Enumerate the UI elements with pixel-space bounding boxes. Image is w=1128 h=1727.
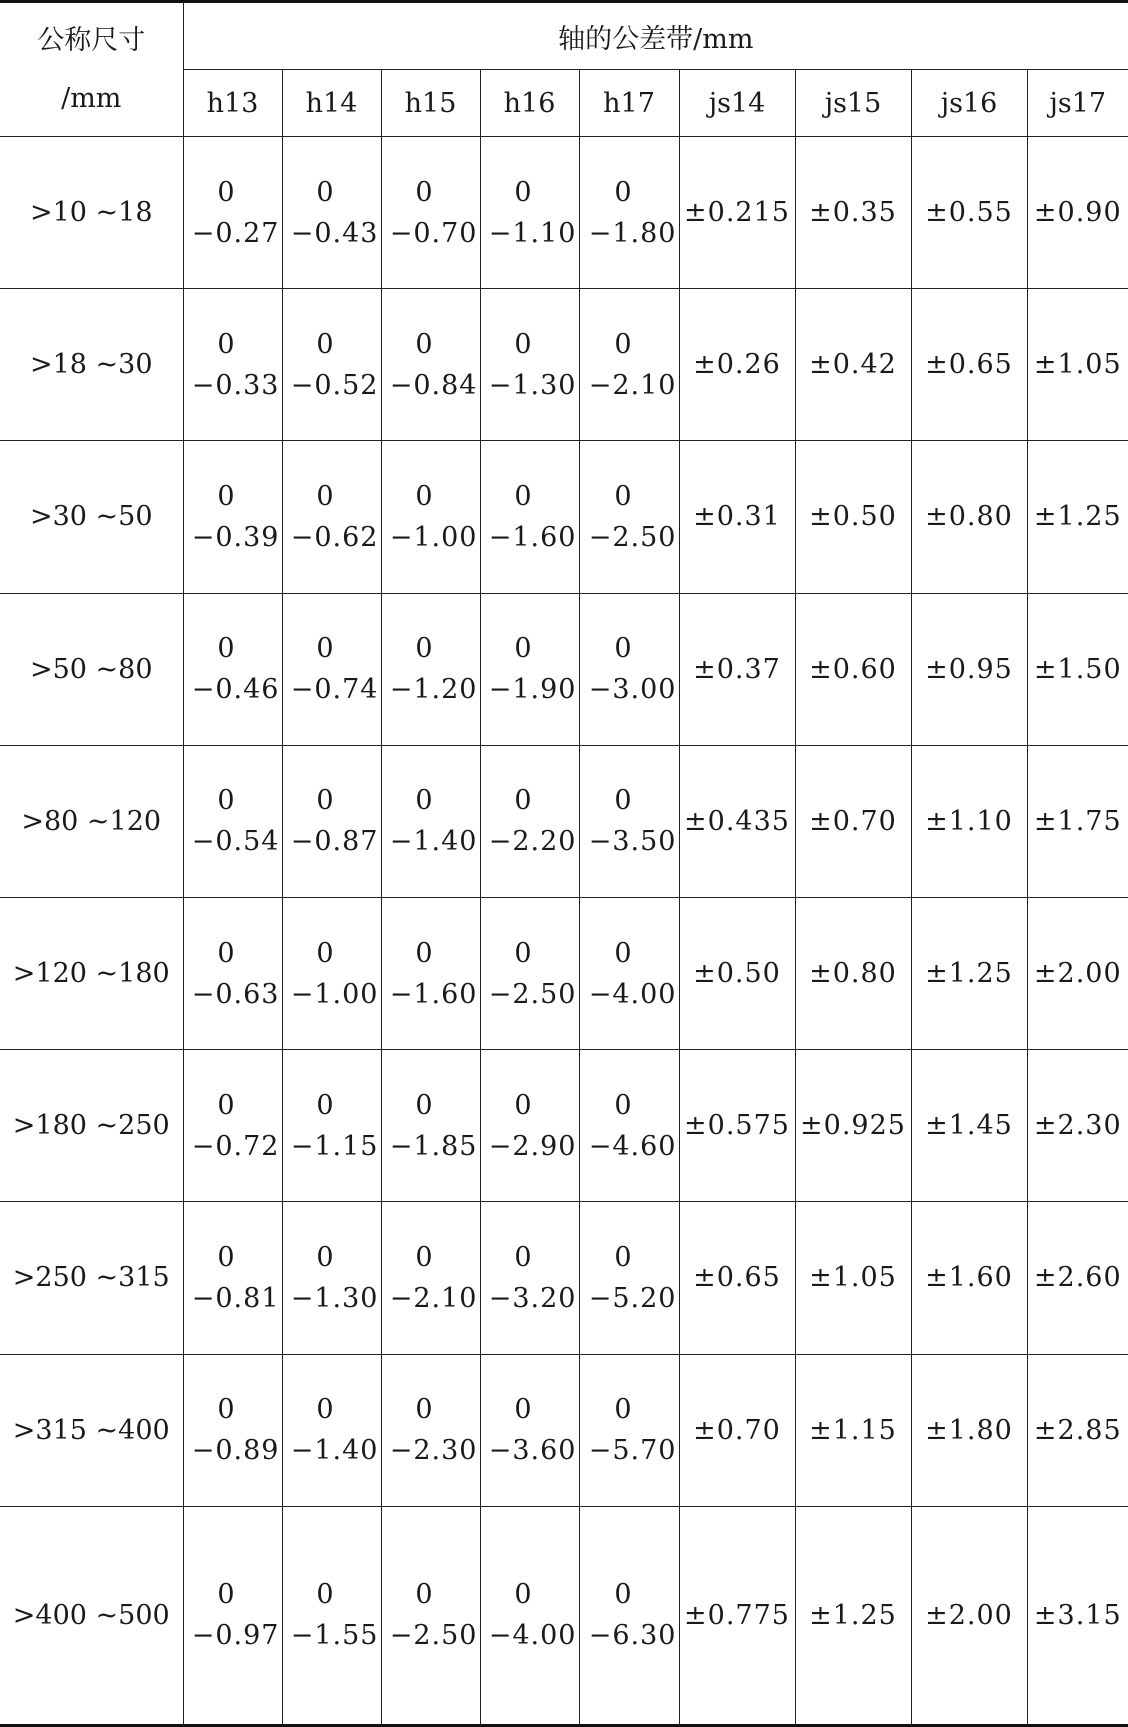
h-deviation-cell — [282, 137, 381, 289]
upper-deviation: 0 — [316, 1579, 335, 1611]
upper-deviation: 0 — [217, 176, 236, 208]
upper-deviation: 0 — [316, 176, 335, 208]
lower-deviation: −1.00 — [389, 521, 478, 553]
upper-deviation: 0 — [316, 937, 335, 969]
h-deviation-cell — [282, 441, 381, 593]
table-row — [0, 1202, 1128, 1354]
h-deviation-cell — [381, 441, 480, 593]
upper-deviation: 0 — [514, 937, 533, 969]
lower-deviation: −5.20 — [588, 1282, 677, 1314]
h-deviation-cell — [183, 289, 282, 441]
js-deviation-cell: ±0.50 — [795, 441, 911, 593]
table-row — [0, 745, 1128, 897]
js-deviation-cell: ±0.70 — [679, 1354, 795, 1506]
h-deviation-cell — [282, 289, 381, 441]
lower-deviation: −3.20 — [488, 1282, 577, 1314]
h-deviation-cell — [480, 1050, 579, 1202]
h-deviation-cell — [183, 1354, 282, 1506]
h-deviation-cell — [381, 137, 480, 289]
js-deviation-cell: ±0.80 — [795, 897, 911, 1049]
h-deviation-cell — [480, 1202, 579, 1354]
lower-deviation: −2.90 — [488, 1130, 577, 1162]
upper-deviation: 0 — [316, 785, 335, 817]
nominal-size-cell: >10 ~18 — [0, 137, 183, 289]
nominal-size-cell: >180 ~250 — [0, 1050, 183, 1202]
table-row — [0, 897, 1128, 1049]
upper-deviation: 0 — [514, 1579, 533, 1611]
table-row — [0, 1050, 1128, 1202]
lower-deviation: −1.20 — [389, 674, 478, 706]
lower-deviation: −0.46 — [191, 674, 280, 706]
header-nominal-size-unit: /mm — [61, 82, 122, 114]
h-deviation-cell — [579, 1354, 679, 1506]
h-deviation-cell — [579, 897, 679, 1049]
h-deviation-cell — [579, 1202, 679, 1354]
upper-deviation: 0 — [514, 1241, 533, 1273]
js-deviation-cell: ±1.45 — [911, 1050, 1027, 1202]
upper-deviation: 0 — [415, 1579, 434, 1611]
h-deviation-cell — [579, 441, 679, 593]
js-deviation-cell: ±0.31 — [679, 441, 795, 593]
js-deviation-cell: ±0.55 — [911, 137, 1027, 289]
lower-deviation: −0.62 — [290, 521, 379, 553]
lower-deviation: −6.30 — [588, 1620, 677, 1652]
lower-deviation: −0.97 — [191, 1620, 280, 1652]
column-header-h17: h17 — [579, 70, 679, 137]
lower-deviation: −0.39 — [191, 521, 280, 553]
lower-deviation: −1.85 — [389, 1130, 478, 1162]
upper-deviation: 0 — [217, 937, 236, 969]
column-header-js15: js15 — [795, 70, 911, 137]
h-deviation-cell — [183, 137, 282, 289]
nominal-size-cell: >120 ~180 — [0, 897, 183, 1049]
js-deviation-cell: ±0.37 — [679, 593, 795, 745]
upper-deviation: 0 — [614, 176, 633, 208]
lower-deviation: −1.60 — [389, 978, 478, 1010]
upper-deviation: 0 — [614, 328, 633, 360]
h-deviation-cell — [381, 289, 480, 441]
h-deviation-cell — [282, 593, 381, 745]
h-deviation-cell — [381, 1506, 480, 1725]
lower-deviation: −1.30 — [488, 369, 577, 401]
table-row — [0, 441, 1128, 593]
h-deviation-cell — [480, 1506, 579, 1725]
js-deviation-cell: ±0.575 — [679, 1050, 795, 1202]
upper-deviation: 0 — [316, 1089, 335, 1121]
lower-deviation: −0.33 — [191, 369, 280, 401]
nominal-size-cell: >400 ~500 — [0, 1506, 183, 1725]
js-deviation-cell: ±0.65 — [679, 1202, 795, 1354]
h-deviation-cell — [480, 441, 579, 593]
header-shaft-tolerance-zone: 轴的公差带/mm — [183, 2, 1128, 70]
table-row — [0, 289, 1128, 441]
js-deviation-cell: ±0.42 — [795, 289, 911, 441]
lower-deviation: −0.52 — [290, 369, 379, 401]
h-deviation-cell — [282, 1354, 381, 1506]
js-deviation-cell: ±1.50 — [1027, 593, 1128, 745]
lower-deviation: −1.90 — [488, 674, 577, 706]
h-deviation-cell — [381, 593, 480, 745]
upper-deviation: 0 — [514, 480, 533, 512]
lower-deviation: −0.87 — [290, 826, 379, 858]
upper-deviation: 0 — [217, 1241, 236, 1273]
lower-deviation: −1.60 — [488, 521, 577, 553]
h-deviation-cell — [381, 1202, 480, 1354]
upper-deviation: 0 — [316, 633, 335, 665]
upper-deviation: 0 — [614, 1394, 633, 1426]
js-deviation-cell: ±1.25 — [911, 897, 1027, 1049]
lower-deviation: −1.00 — [290, 978, 379, 1010]
upper-deviation: 0 — [614, 633, 633, 665]
column-header-h13: h13 — [183, 70, 282, 137]
upper-deviation: 0 — [217, 785, 236, 817]
js-deviation-cell: ±1.25 — [1027, 441, 1128, 593]
nominal-size-cell: >250 ~315 — [0, 1202, 183, 1354]
upper-deviation: 0 — [614, 1579, 633, 1611]
h-deviation-cell — [579, 1050, 679, 1202]
h-deviation-cell — [282, 745, 381, 897]
header-nominal-size — [0, 2, 183, 137]
js-deviation-cell: ±0.80 — [911, 441, 1027, 593]
h-deviation-cell — [579, 137, 679, 289]
js-deviation-cell: ±0.215 — [679, 137, 795, 289]
js-deviation-cell: ±0.26 — [679, 289, 795, 441]
nominal-size-cell: >18 ~30 — [0, 289, 183, 441]
column-header-js14: js14 — [679, 70, 795, 137]
lower-deviation: −1.40 — [290, 1435, 379, 1467]
table-row — [0, 1506, 1128, 1725]
table-row — [0, 137, 1128, 289]
table-row — [0, 1354, 1128, 1506]
upper-deviation: 0 — [415, 1089, 434, 1121]
h-deviation-cell — [480, 137, 579, 289]
lower-deviation: −0.81 — [191, 1282, 280, 1314]
lower-deviation: −0.89 — [191, 1435, 280, 1467]
h-deviation-cell — [183, 1050, 282, 1202]
js-deviation-cell: ±0.95 — [911, 593, 1027, 745]
lower-deviation: −1.15 — [290, 1130, 379, 1162]
lower-deviation: −0.63 — [191, 978, 280, 1010]
upper-deviation: 0 — [415, 785, 434, 817]
upper-deviation: 0 — [514, 785, 533, 817]
js-deviation-cell: ±2.60 — [1027, 1202, 1128, 1354]
js-deviation-cell: ±0.35 — [795, 137, 911, 289]
js-deviation-cell: ±2.00 — [1027, 897, 1128, 1049]
js-deviation-cell: ±0.775 — [679, 1506, 795, 1725]
lower-deviation: −4.00 — [588, 978, 677, 1010]
js-deviation-cell: ±0.90 — [1027, 137, 1128, 289]
js-deviation-cell: ±2.85 — [1027, 1354, 1128, 1506]
h-deviation-cell — [480, 593, 579, 745]
js-deviation-cell: ±1.75 — [1027, 745, 1128, 897]
h-deviation-cell — [183, 1202, 282, 1354]
nominal-size-cell: >30 ~50 — [0, 441, 183, 593]
h-deviation-cell — [579, 745, 679, 897]
lower-deviation: −0.70 — [389, 217, 478, 249]
upper-deviation: 0 — [614, 785, 633, 817]
upper-deviation: 0 — [217, 480, 236, 512]
lower-deviation: −4.00 — [488, 1620, 577, 1652]
h-deviation-cell — [282, 1050, 381, 1202]
h-deviation-cell — [282, 897, 381, 1049]
js-deviation-cell: ±1.80 — [911, 1354, 1027, 1506]
lower-deviation: −0.27 — [191, 217, 280, 249]
lower-deviation: −3.00 — [588, 674, 677, 706]
h-deviation-cell — [381, 1050, 480, 1202]
h-deviation-cell — [381, 745, 480, 897]
upper-deviation: 0 — [415, 480, 434, 512]
js-deviation-cell: ±1.10 — [911, 745, 1027, 897]
nominal-size-cell: >315 ~400 — [0, 1354, 183, 1506]
js-deviation-cell: ±1.15 — [795, 1354, 911, 1506]
h-deviation-cell — [183, 897, 282, 1049]
lower-deviation: −1.80 — [588, 217, 677, 249]
lower-deviation: −5.70 — [588, 1435, 677, 1467]
h-deviation-cell — [579, 593, 679, 745]
upper-deviation: 0 — [514, 1089, 533, 1121]
upper-deviation: 0 — [217, 1394, 236, 1426]
lower-deviation: −2.30 — [389, 1435, 478, 1467]
js-deviation-cell: ±0.70 — [795, 745, 911, 897]
h-deviation-cell — [579, 1506, 679, 1725]
lower-deviation: −2.50 — [588, 521, 677, 553]
header-nominal-size-label: 公称尺寸 — [37, 24, 146, 56]
h-deviation-cell — [183, 593, 282, 745]
lower-deviation: −3.60 — [488, 1435, 577, 1467]
upper-deviation: 0 — [217, 328, 236, 360]
h-deviation-cell — [183, 745, 282, 897]
js-deviation-cell: ±1.60 — [911, 1202, 1027, 1354]
upper-deviation: 0 — [316, 1394, 335, 1426]
js-deviation-cell: ±0.50 — [679, 897, 795, 1049]
lower-deviation: −1.10 — [488, 217, 577, 249]
upper-deviation: 0 — [614, 480, 633, 512]
js-deviation-cell: ±0.60 — [795, 593, 911, 745]
lower-deviation: −2.10 — [588, 369, 677, 401]
upper-deviation: 0 — [316, 328, 335, 360]
lower-deviation: −0.84 — [389, 369, 478, 401]
upper-deviation: 0 — [415, 176, 434, 208]
js-deviation-cell: ±0.435 — [679, 745, 795, 897]
lower-deviation: −2.50 — [488, 978, 577, 1010]
upper-deviation: 0 — [415, 633, 434, 665]
h-deviation-cell — [183, 1506, 282, 1725]
js-deviation-cell: ±1.25 — [795, 1506, 911, 1725]
column-header-js17: js17 — [1027, 70, 1128, 137]
upper-deviation: 0 — [514, 328, 533, 360]
column-header-h15: h15 — [381, 70, 480, 137]
lower-deviation: −1.55 — [290, 1620, 379, 1652]
upper-deviation: 0 — [217, 633, 236, 665]
upper-deviation: 0 — [415, 1394, 434, 1426]
h-deviation-cell — [579, 289, 679, 441]
lower-deviation: −1.40 — [389, 826, 478, 858]
upper-deviation: 0 — [217, 1089, 236, 1121]
lower-deviation: −0.74 — [290, 674, 379, 706]
js-deviation-cell: ±0.925 — [795, 1050, 911, 1202]
lower-deviation: −2.20 — [488, 826, 577, 858]
h-deviation-cell — [381, 1354, 480, 1506]
lower-deviation: −0.72 — [191, 1130, 280, 1162]
js-deviation-cell: ±1.05 — [795, 1202, 911, 1354]
lower-deviation: −0.43 — [290, 217, 379, 249]
js-deviation-cell: ±3.15 — [1027, 1506, 1128, 1725]
column-header-h16: h16 — [480, 70, 579, 137]
lower-deviation: −2.50 — [389, 1620, 478, 1652]
lower-deviation: −1.30 — [290, 1282, 379, 1314]
upper-deviation: 0 — [316, 480, 335, 512]
upper-deviation: 0 — [614, 1241, 633, 1273]
lower-deviation: −2.10 — [389, 1282, 478, 1314]
h-deviation-cell — [183, 441, 282, 593]
lower-deviation: −3.50 — [588, 826, 677, 858]
h-deviation-cell — [480, 289, 579, 441]
upper-deviation: 0 — [614, 1089, 633, 1121]
js-deviation-cell: ±0.65 — [911, 289, 1027, 441]
column-header-h14: h14 — [282, 70, 381, 137]
upper-deviation: 0 — [217, 1579, 236, 1611]
column-header-js16: js16 — [911, 70, 1027, 137]
js-deviation-cell: ±1.05 — [1027, 289, 1128, 441]
h-deviation-cell — [282, 1506, 381, 1725]
nominal-size-cell: >80 ~120 — [0, 745, 183, 897]
h-deviation-cell — [480, 897, 579, 1049]
upper-deviation: 0 — [415, 1241, 434, 1273]
js-deviation-cell: ±2.30 — [1027, 1050, 1128, 1202]
upper-deviation: 0 — [614, 937, 633, 969]
upper-deviation: 0 — [514, 1394, 533, 1426]
h-deviation-cell — [282, 1202, 381, 1354]
upper-deviation: 0 — [514, 633, 533, 665]
table-row — [0, 593, 1128, 745]
h-deviation-cell — [480, 1354, 579, 1506]
lower-deviation: −4.60 — [588, 1130, 677, 1162]
h-deviation-cell — [381, 897, 480, 1049]
lower-deviation: −0.54 — [191, 826, 280, 858]
js-deviation-cell: ±2.00 — [911, 1506, 1027, 1725]
upper-deviation: 0 — [316, 1241, 335, 1273]
nominal-size-cell: >50 ~80 — [0, 593, 183, 745]
upper-deviation: 0 — [415, 328, 434, 360]
upper-deviation: 0 — [415, 937, 434, 969]
upper-deviation: 0 — [514, 176, 533, 208]
h-deviation-cell — [480, 745, 579, 897]
